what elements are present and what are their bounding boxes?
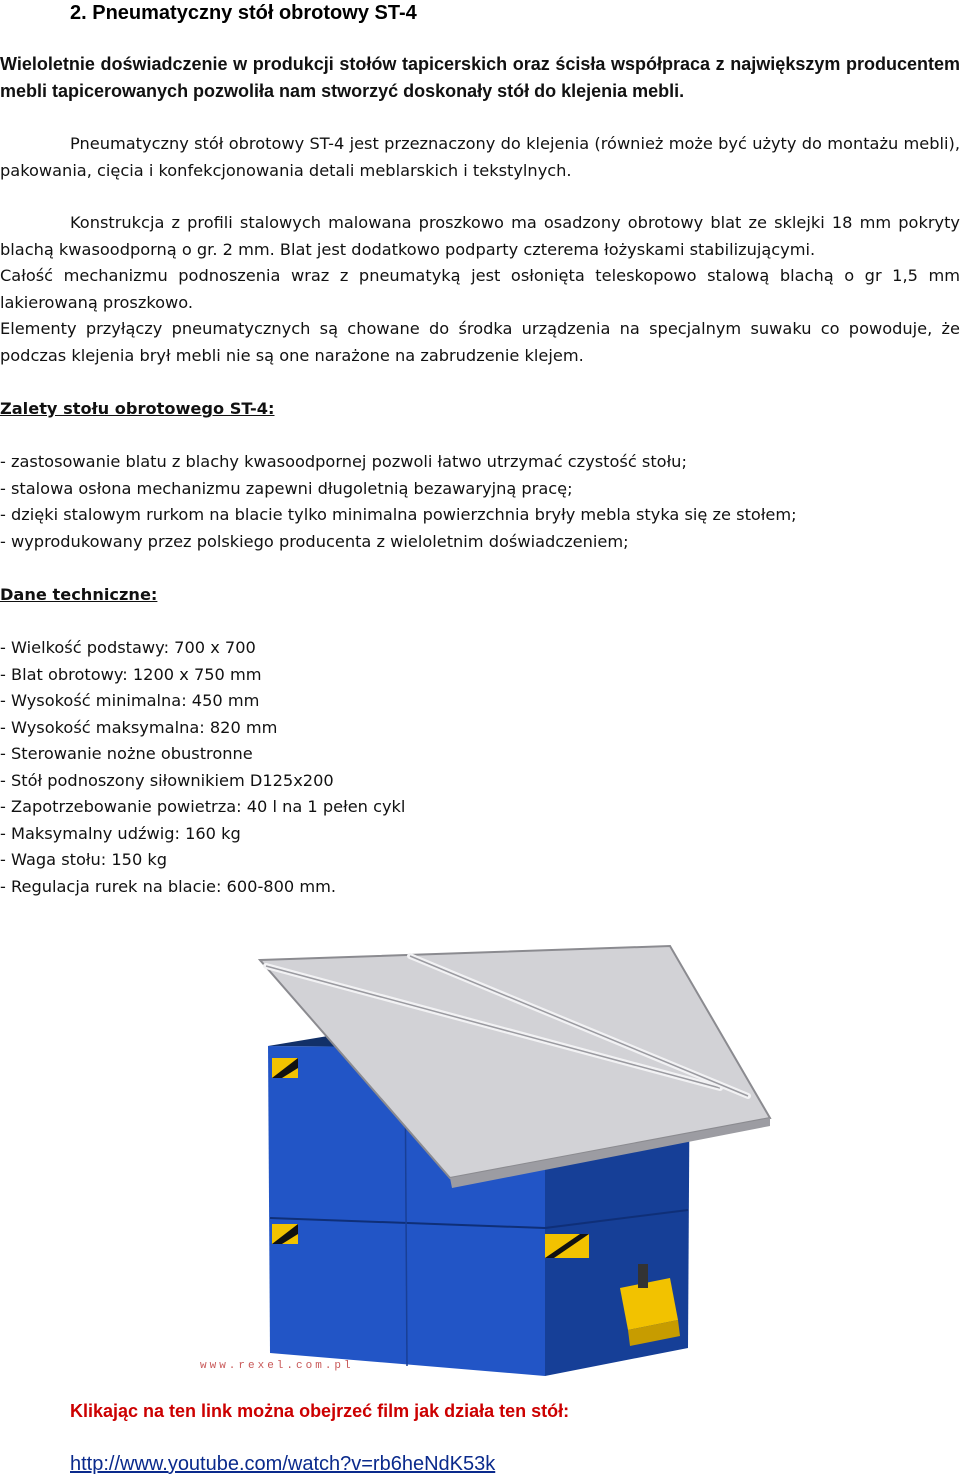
list-item: - Regulacja rurek na blacie: 600-800 mm. <box>0 876 337 896</box>
list-item: - Wysokość maksymalna: 820 mm <box>0 717 278 737</box>
list-item: - Zapotrzebowanie powietrza: 40 l na 1 pełen cykl <box>0 797 406 816</box>
intro-paragraph: Wieloletnie doświadczenie w produkcji stołów tapicerskich oraz ścisła współpraca z największym producentem mebli tapicerowanych pozwoliła nam stworzyć doskonały stół do klejenia mebli. <box>0 54 960 101</box>
list-item: - Wysokość minimalna: 450 mm <box>0 691 260 710</box>
list-item: - Stół podnoszony siłownikiem D125x200 <box>0 770 334 790</box>
list-item: - wyprodukowany przez polskiego producenta z wieloletnim doświadczeniem; <box>0 531 629 551</box>
list-item: - Waga stołu: 150 kg <box>0 850 168 869</box>
advantages-list <box>0 449 797 555</box>
youtube-link[interactable]: http://www.youtube.com/watch?v=rb6heNdK53k <box>70 1453 496 1475</box>
list-item: - Maksymalny udźwig: 160 kg <box>0 823 241 843</box>
video-prompt: Klikając na ten link można obejrzeć film jak działa ten stół: <box>70 1401 570 1421</box>
list-item: - stalowa osłona mechanizmu zapewni długoletnią bezawaryjną pracę; <box>0 478 573 498</box>
paragraph-construction: Konstrukcja z profili stalowych malowana proszkowo ma osadzony obrotowy blat ze sklejki 18 mm pokryty blachą kwasoodporną o gr. 2 mm. Blat jest dodatkowo podparty czterema łożyskami stabilizującymi. <box>0 213 960 259</box>
list-item: - Wielkość podstawy: 700 x 700 <box>0 638 256 657</box>
paragraph-mechanism: Całość mechanizmu podnoszenia wraz z pneumatyką jest osłonięta teleskopowo stalową blachą o gr 1,5 mm lakierowaną proszkowo. <box>0 266 960 312</box>
paragraph-connectors: Elementy przyłączy pneumatycznych są chowane do środka urządzenia na specjalnym suwaku co powoduje, że podczas klejenia brył mebli nie są one narażone na zabrudzenie klejem. <box>0 319 960 365</box>
paragraph-purpose: Pneumatyczny stół obrotowy ST-4 jest przeznaczony do klejenia (również może być użyty do montażu mebli), pakowania, cięcia i konfekcjonowania detali meblarskich i tekstylnych. <box>0 134 960 180</box>
advantages-heading: Zalety stołu obrotowego ST-4: <box>0 399 275 418</box>
section-title: 2. Pneumatyczny stół obrotowy ST-4 <box>70 2 417 24</box>
specs-heading: Dane techniczne: <box>0 585 158 604</box>
photo-watermark: www.rexel.com.pl <box>200 1360 354 1372</box>
list-item: - dzięki stalowym rurkom na blacie tylko minimalna powierzchnia bryły mebla styka się ze stołem; <box>0 505 797 524</box>
list-item: - zastosowanie blatu z blachy kwasoodpornej pozwoli łatwo utrzymać czystość stołu; <box>0 452 687 471</box>
list-item: - Sterowanie nożne obustronne <box>0 744 253 763</box>
specs-list <box>0 635 405 900</box>
product-photo <box>200 928 780 1376</box>
list-item: - Blat obrotowy: 1200 x 750 mm <box>0 664 262 684</box>
